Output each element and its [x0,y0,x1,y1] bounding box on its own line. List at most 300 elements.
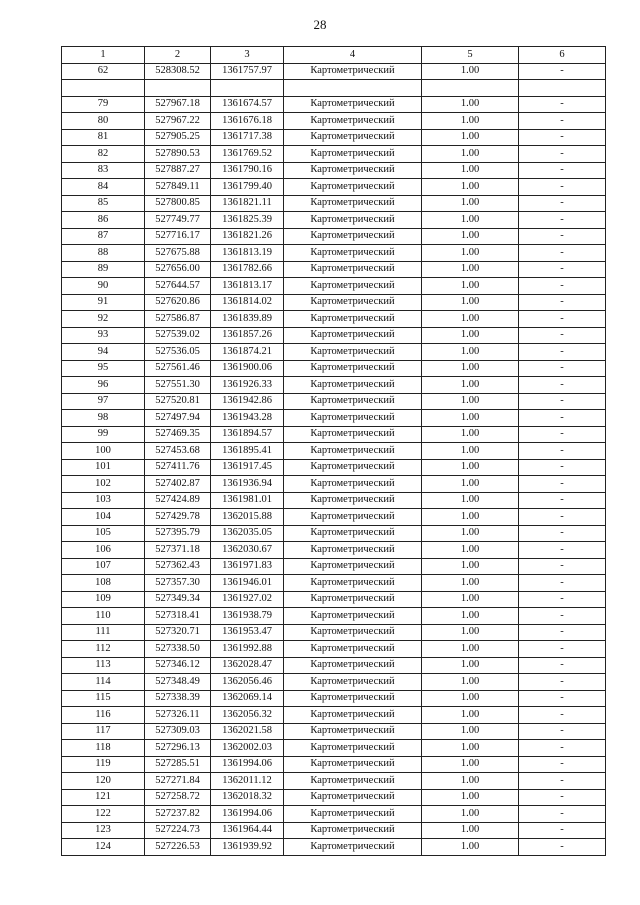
accuracy-cell: 1.00 [422,311,519,328]
point-number-cell: 122 [62,806,145,823]
method-cell: Картометрический [284,608,422,625]
x-coordinate-cell: 527402.87 [145,476,211,493]
description-cell: - [519,492,606,509]
x-coordinate-cell: 527967.18 [145,96,211,113]
y-coordinate-cell: 1361936.94 [211,476,284,493]
accuracy-cell: 1.00 [422,212,519,229]
table-row [62,360,606,377]
x-coordinate-cell: 527620.86 [145,294,211,311]
accuracy-cell: 1.00 [422,360,519,377]
y-coordinate-cell: 1362056.46 [211,674,284,691]
table-row [62,261,606,278]
method-cell: Картометрический [284,542,422,559]
accuracy-cell: 1.00 [422,756,519,773]
accuracy-cell: 1.00 [422,608,519,625]
x-coordinate-cell: 527320.71 [145,624,211,641]
table-row [62,591,606,608]
x-coordinate-cell: 527536.05 [145,344,211,361]
point-number-cell: 119 [62,756,145,773]
point-number-cell: 94 [62,344,145,361]
table-row [62,426,606,443]
coordinates-table [61,46,606,856]
description-cell: - [519,789,606,806]
y-coordinate-cell: 1361839.89 [211,311,284,328]
y-coordinate-cell: 1362002.03 [211,740,284,757]
table-row [62,558,606,575]
point-number-cell: 110 [62,608,145,625]
table-row [62,789,606,806]
point-number-cell: 80 [62,113,145,130]
x-coordinate-cell: 527318.41 [145,608,211,625]
x-coordinate-cell: 527349.34 [145,591,211,608]
y-coordinate-cell: 1361942.86 [211,393,284,410]
accuracy-cell: 1.00 [422,624,519,641]
table-row [62,657,606,674]
x-coordinate-cell: 527309.03 [145,723,211,740]
y-coordinate-cell: 1361799.40 [211,179,284,196]
point-number-cell: 99 [62,426,145,443]
description-cell: - [519,806,606,823]
x-coordinate-cell: 527271.84 [145,773,211,790]
y-coordinate-cell: 1362018.32 [211,789,284,806]
column-header: 6 [519,47,606,64]
y-coordinate-cell: 1361874.21 [211,344,284,361]
table-row [62,839,606,856]
description-cell: - [519,674,606,691]
point-number-cell: 107 [62,558,145,575]
accuracy-cell: 1.00 [422,146,519,163]
y-coordinate-cell: 1361943.28 [211,410,284,427]
y-coordinate-cell: 1361964.44 [211,822,284,839]
point-number-cell: 109 [62,591,145,608]
point-number-cell: 114 [62,674,145,691]
accuracy-cell: 1.00 [422,344,519,361]
point-number-cell: 96 [62,377,145,394]
accuracy-cell: 1.00 [422,773,519,790]
x-coordinate-cell: 527469.35 [145,426,211,443]
accuracy-cell: 1.00 [422,707,519,724]
accuracy-cell: 1.00 [422,839,519,856]
table-row [62,690,606,707]
description-cell: - [519,657,606,674]
description-cell: - [519,608,606,625]
x-coordinate-cell: 527237.82 [145,806,211,823]
accuracy-cell: 1.00 [422,377,519,394]
description-cell: - [519,162,606,179]
point-number-cell: 85 [62,195,145,212]
description-cell: - [519,740,606,757]
method-cell: Картометрический [284,822,422,839]
method-cell: Картометрический [284,410,422,427]
accuracy-cell: 1.00 [422,492,519,509]
point-number-cell: 98 [62,410,145,427]
y-coordinate-cell [211,80,284,97]
table-row [62,674,606,691]
method-cell: Картометрический [284,212,422,229]
column-header: 2 [145,47,211,64]
y-coordinate-cell: 1362021.58 [211,723,284,740]
point-number-cell: 82 [62,146,145,163]
method-cell: Картометрический [284,63,422,80]
point-number-cell: 62 [62,63,145,80]
column-header: 5 [422,47,519,64]
x-coordinate-cell: 527371.18 [145,542,211,559]
accuracy-cell: 1.00 [422,410,519,427]
table-row [62,443,606,460]
x-coordinate-cell: 527338.50 [145,641,211,658]
table-row [62,641,606,658]
table-row [62,756,606,773]
point-number-cell: 115 [62,690,145,707]
description-cell: - [519,624,606,641]
point-number-cell: 116 [62,707,145,724]
point-number-cell: 113 [62,657,145,674]
point-number-cell: 97 [62,393,145,410]
x-coordinate-cell: 527357.30 [145,575,211,592]
x-coordinate-cell: 527890.53 [145,146,211,163]
point-number-cell: 89 [62,261,145,278]
description-cell: - [519,377,606,394]
x-coordinate-cell: 527395.79 [145,525,211,542]
point-number-cell: 105 [62,525,145,542]
method-cell: Картометрический [284,228,422,245]
x-coordinate-cell: 527226.53 [145,839,211,856]
table-row [62,377,606,394]
y-coordinate-cell: 1361926.33 [211,377,284,394]
y-coordinate-cell: 1361994.06 [211,806,284,823]
description-cell: - [519,509,606,526]
description-cell: - [519,443,606,460]
table-row [62,113,606,130]
description-cell: - [519,459,606,476]
y-coordinate-cell: 1361717.38 [211,129,284,146]
description-cell: - [519,773,606,790]
description-cell: - [519,228,606,245]
y-coordinate-cell: 1361821.26 [211,228,284,245]
point-number-cell: 108 [62,575,145,592]
y-coordinate-cell: 1361927.02 [211,591,284,608]
x-coordinate-cell: 527424.89 [145,492,211,509]
y-coordinate-cell: 1362028.47 [211,657,284,674]
method-cell: Картометрический [284,459,422,476]
x-coordinate-cell: 527520.81 [145,393,211,410]
x-coordinate-cell: 527905.25 [145,129,211,146]
accuracy-cell: 1.00 [422,426,519,443]
accuracy-cell: 1.00 [422,723,519,740]
table-row [62,806,606,823]
x-coordinate-cell: 527887.27 [145,162,211,179]
y-coordinate-cell: 1362056.32 [211,707,284,724]
point-number-cell: 88 [62,245,145,262]
y-coordinate-cell: 1362011.12 [211,773,284,790]
description-cell: - [519,311,606,328]
y-coordinate-cell: 1361857.26 [211,327,284,344]
table-header-row [62,47,606,64]
method-cell: Картометрический [284,261,422,278]
table-row [62,459,606,476]
x-coordinate-cell: 527539.02 [145,327,211,344]
accuracy-cell: 1.00 [422,294,519,311]
accuracy-cell: 1.00 [422,459,519,476]
accuracy-cell: 1.00 [422,591,519,608]
x-coordinate-cell: 527362.43 [145,558,211,575]
y-coordinate-cell: 1362015.88 [211,509,284,526]
point-number-cell: 91 [62,294,145,311]
y-coordinate-cell: 1361821.11 [211,195,284,212]
table-row [62,96,606,113]
description-cell: - [519,558,606,575]
description-cell: - [519,278,606,295]
method-cell: Картометрический [284,575,422,592]
accuracy-cell: 1.00 [422,509,519,526]
accuracy-cell: 1.00 [422,525,519,542]
accuracy-cell: 1.00 [422,641,519,658]
x-coordinate-cell: 527561.46 [145,360,211,377]
x-coordinate-cell: 528308.52 [145,63,211,80]
table-row [62,740,606,757]
table-row [62,542,606,559]
table-row [62,525,606,542]
accuracy-cell: 1.00 [422,806,519,823]
y-coordinate-cell: 1361757.97 [211,63,284,80]
y-coordinate-cell: 1361900.06 [211,360,284,377]
accuracy-cell: 1.00 [422,443,519,460]
table-row [62,773,606,790]
table-row [62,393,606,410]
table-row [62,228,606,245]
accuracy-cell: 1.00 [422,542,519,559]
y-coordinate-cell: 1361939.92 [211,839,284,856]
description-cell: - [519,146,606,163]
x-coordinate-cell: 527800.85 [145,195,211,212]
y-coordinate-cell: 1362035.05 [211,525,284,542]
x-coordinate-cell: 527326.11 [145,707,211,724]
accuracy-cell: 1.00 [422,96,519,113]
description-cell: - [519,707,606,724]
description-cell: - [519,212,606,229]
method-cell: Картометрический [284,294,422,311]
accuracy-cell: 1.00 [422,393,519,410]
table-row [62,245,606,262]
y-coordinate-cell: 1361953.47 [211,624,284,641]
method-cell: Картометрический [284,707,422,724]
description-cell: - [519,96,606,113]
description-cell: - [519,756,606,773]
method-cell: Картометрический [284,773,422,790]
point-number-cell: 92 [62,311,145,328]
x-coordinate-cell [145,80,211,97]
method-cell: Картометрический [284,591,422,608]
x-coordinate-cell: 527224.73 [145,822,211,839]
x-coordinate-cell: 527586.87 [145,311,211,328]
point-number-cell: 79 [62,96,145,113]
description-cell: - [519,426,606,443]
point-number-cell: 123 [62,822,145,839]
method-cell: Картометрический [284,624,422,641]
x-coordinate-cell: 527497.94 [145,410,211,427]
point-number-cell: 83 [62,162,145,179]
y-coordinate-cell: 1361813.17 [211,278,284,295]
y-coordinate-cell: 1361981.01 [211,492,284,509]
description-cell: - [519,344,606,361]
y-coordinate-cell: 1361946.01 [211,575,284,592]
accuracy-cell: 1.00 [422,179,519,196]
point-number-cell: 112 [62,641,145,658]
method-cell: Картометрический [284,393,422,410]
description-cell: - [519,327,606,344]
method-cell: Картометрический [284,657,422,674]
point-number-cell: 90 [62,278,145,295]
description-cell: - [519,690,606,707]
point-number-cell: 120 [62,773,145,790]
y-coordinate-cell: 1361813.19 [211,245,284,262]
method-cell: Картометрический [284,129,422,146]
point-number-cell: 104 [62,509,145,526]
x-coordinate-cell: 527411.76 [145,459,211,476]
description-cell: - [519,839,606,856]
y-coordinate-cell: 1361895.41 [211,443,284,460]
y-coordinate-cell: 1361971.83 [211,558,284,575]
description-cell: - [519,476,606,493]
table-row [62,278,606,295]
description-cell: - [519,525,606,542]
x-coordinate-cell: 527348.49 [145,674,211,691]
accuracy-cell: 1.00 [422,195,519,212]
table-row [62,608,606,625]
x-coordinate-cell: 527346.12 [145,657,211,674]
accuracy-cell: 1.00 [422,789,519,806]
method-cell: Картометрический [284,179,422,196]
method-cell: Картометрический [284,96,422,113]
point-number-cell [62,80,145,97]
table-row [62,492,606,509]
method-cell: Картометрический [284,360,422,377]
description-cell: - [519,822,606,839]
table-row [62,195,606,212]
description-cell: - [519,294,606,311]
method-cell: Картометрический [284,245,422,262]
method-cell: Картометрический [284,690,422,707]
table-row [62,509,606,526]
y-coordinate-cell: 1361676.18 [211,113,284,130]
description-cell: - [519,63,606,80]
method-cell: Картометрический [284,756,422,773]
accuracy-cell: 1.00 [422,245,519,262]
y-coordinate-cell: 1361782.66 [211,261,284,278]
method-cell: Картометрический [284,492,422,509]
table-row [62,294,606,311]
y-coordinate-cell: 1361994.06 [211,756,284,773]
x-coordinate-cell: 527749.77 [145,212,211,229]
table-row [62,129,606,146]
description-cell: - [519,245,606,262]
page-number: 28 [313,17,327,32]
y-coordinate-cell: 1361825.39 [211,212,284,229]
method-cell: Картометрический [284,426,422,443]
y-coordinate-cell: 1361894.57 [211,426,284,443]
y-coordinate-cell: 1361790.16 [211,162,284,179]
x-coordinate-cell: 527338.39 [145,690,211,707]
y-coordinate-cell: 1361938.79 [211,608,284,625]
point-number-cell: 121 [62,789,145,806]
y-coordinate-cell: 1362030.67 [211,542,284,559]
description-cell: - [519,261,606,278]
x-coordinate-cell: 527551.30 [145,377,211,394]
description-cell: - [519,591,606,608]
description-cell: - [519,542,606,559]
accuracy-cell: 1.00 [422,558,519,575]
method-cell: Картометрический [284,558,422,575]
point-number-cell: 106 [62,542,145,559]
method-cell: Картометрический [284,723,422,740]
point-number-cell: 93 [62,327,145,344]
table-row [62,162,606,179]
accuracy-cell: 1.00 [422,674,519,691]
method-cell: Картометрический [284,146,422,163]
method-cell: Картометрический [284,113,422,130]
x-coordinate-cell: 527849.11 [145,179,211,196]
table-row [62,822,606,839]
description-cell: - [519,641,606,658]
accuracy-cell: 1.00 [422,657,519,674]
table-row [62,410,606,427]
description-cell: - [519,575,606,592]
method-cell: Картометрический [284,806,422,823]
accuracy-cell: 1.00 [422,327,519,344]
x-coordinate-cell: 527675.88 [145,245,211,262]
table-row [62,624,606,641]
accuracy-cell: 1.00 [422,740,519,757]
description-cell: - [519,393,606,410]
column-header: 4 [284,47,422,64]
table-row [62,179,606,196]
accuracy-cell: 1.00 [422,476,519,493]
accuracy-cell: 1.00 [422,228,519,245]
description-cell: - [519,410,606,427]
description-cell: - [519,129,606,146]
x-coordinate-cell: 527429.78 [145,509,211,526]
accuracy-cell: 1.00 [422,113,519,130]
method-cell: Картометрический [284,278,422,295]
x-coordinate-cell: 527258.72 [145,789,211,806]
accuracy-cell: 1.00 [422,690,519,707]
x-coordinate-cell: 527716.17 [145,228,211,245]
table-row [62,311,606,328]
column-header: 1 [62,47,145,64]
point-number-cell: 101 [62,459,145,476]
table-row [62,80,606,97]
method-cell: Картометрический [284,195,422,212]
point-number-cell: 111 [62,624,145,641]
method-cell: Картометрический [284,525,422,542]
description-cell: - [519,179,606,196]
description-cell: - [519,723,606,740]
accuracy-cell: 1.00 [422,129,519,146]
accuracy-cell: 1.00 [422,261,519,278]
accuracy-cell: 1.00 [422,575,519,592]
point-number-cell: 100 [62,443,145,460]
x-coordinate-cell: 527644.57 [145,278,211,295]
method-cell: Картометрический [284,740,422,757]
table-row [62,327,606,344]
x-coordinate-cell: 527453.68 [145,443,211,460]
table-row [62,575,606,592]
x-coordinate-cell: 527285.51 [145,756,211,773]
table-row [62,212,606,229]
method-cell: Картометрический [284,162,422,179]
description-cell: - [519,195,606,212]
y-coordinate-cell: 1361917.45 [211,459,284,476]
